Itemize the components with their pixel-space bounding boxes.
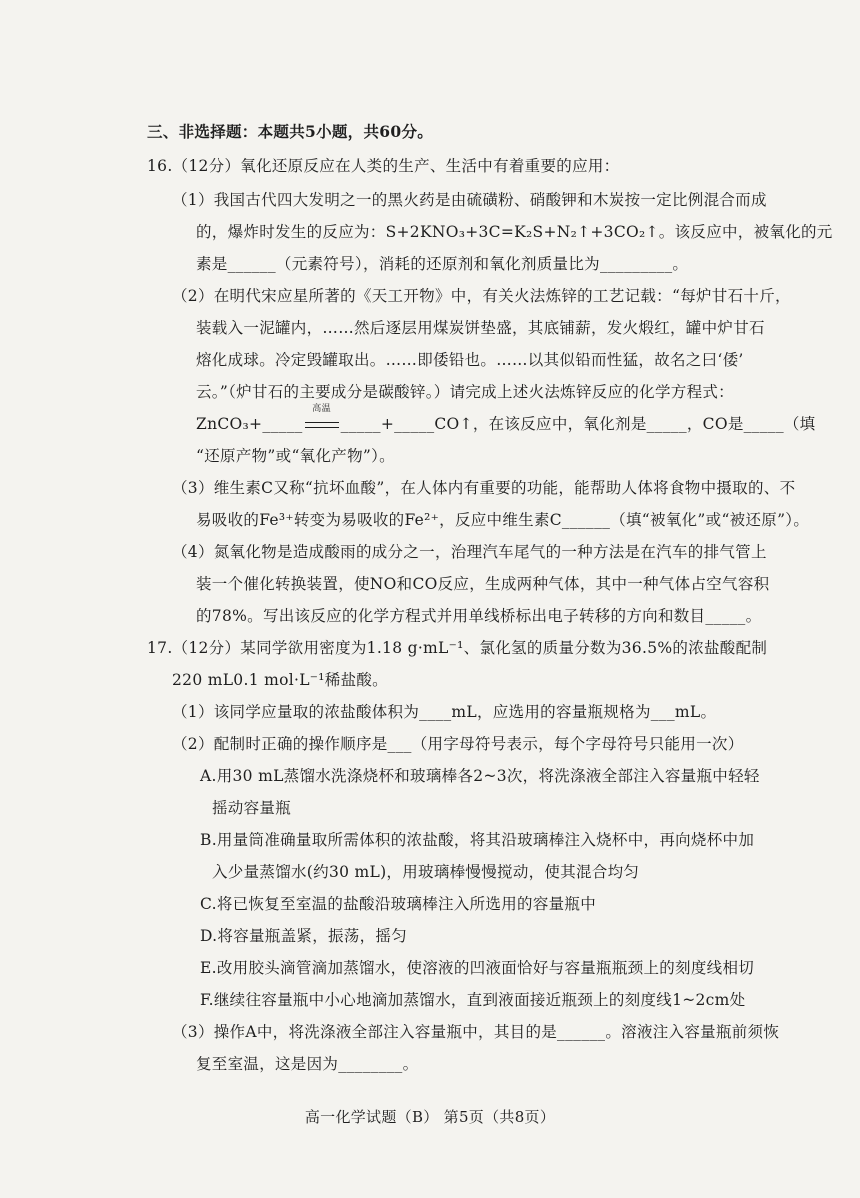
q16-part2-line1: （2）在明代宋应星所著的《天工开物》中，有关火法炼锌的工艺记载：“每炉甘石十斤， — [172, 287, 791, 305]
q17-option-c: C.将已恢复至室温的盐酸沿玻璃棒注入所选用的容量瓶中 — [200, 895, 597, 913]
equation-left: ZnCO₃+_____ — [196, 415, 303, 433]
q17-option-a-line1: A.用30 mL蒸馏水洗涤烧杯和玻璃棒各2~3次，将洗涤液全部注入容量瓶中轻轻 — [200, 767, 760, 785]
q17-option-f: F.继续往容量瓶中小心地滴加蒸馏水，直到液面接近瓶颈上的刻度线1~2cm处 — [200, 991, 746, 1009]
q16-part2-equation — [196, 404, 816, 435]
q17-stem-line1: 17.（12分）某同学欲用密度为1.18 g·mL⁻¹、氯化氢的质量分数为36.5%的浓盐酸配制 — [147, 639, 768, 657]
q17-part3-line2: 复至室温，这是因为________。 — [196, 1055, 419, 1073]
q16-part1-line2: 的，爆炸时发生的反应为：S+2KNO₃+3C=K₂S+N₂↑+3CO₂↑。该反应中，被氧化的元 — [196, 223, 833, 241]
q17-option-a-line2: 摇动容量瓶 — [212, 799, 292, 817]
q16-part3-line2: 易吸收的Fe³⁺转变为易吸收的Fe²⁺，反应中维生素C______（填“被氧化”或“被还原”）。 — [196, 511, 810, 529]
q17-stem-line2: 220 mL0.1 mol·L⁻¹稀盐酸。 — [172, 671, 388, 689]
q16-part1-line3: 素是______（元素符号），消耗的还原剂和氧化剂质量比为_________。 — [196, 255, 689, 273]
q16-part4-line1: （4）氮氧化物是造成酸雨的成分之一，治理汽车尾气的一种方法是在汽车的排气管上 — [172, 543, 767, 561]
q16-part3-line1: （3）维生素C又称“抗坏血酸”，在人体内有重要的功能，能帮助人体将食物中摄取的、不 — [172, 479, 796, 497]
page-footer: 高一化学试题（B） 第5页（共8页） — [304, 1108, 556, 1126]
q16-part2-line4: 云。”（炉甘石的主要成分是碳酸锌。）请完成上述火法炼锌反应的化学方程式： — [196, 383, 734, 401]
condition-label: 高温 — [312, 404, 331, 414]
q17-part3-line1: （3）操作A中，将洗涤液全部注入容量瓶中，其目的是______。溶液注入容量瓶前须恢 — [172, 1023, 780, 1041]
q17-option-d: D.将容量瓶盖紧，振荡，摇匀 — [200, 927, 408, 945]
equals-sign — [305, 422, 339, 428]
equation-right: _____+_____CO↑，在该反应中，氧化剂是_____，CO是_____（填 — [340, 415, 816, 433]
q17-part2: （2）配制时正确的操作顺序是___（用字母符号表示，每个字母符号只能用一次） — [172, 735, 744, 753]
q16-part2-line6: “还原产物”或“氧化产物”）。 — [196, 447, 395, 465]
q17-option-b-line1: B.用量筒准确量取所需体积的浓盐酸，将其沿玻璃棒注入烧杯中，再向烧杯中加 — [200, 831, 755, 849]
q16-part2-line3: 熔化成球。冷定毁罐取出。……即倭铅也。……以其似铅而性猛，故名之曰‘倭’ — [196, 351, 744, 369]
q17-option-e: E.改用胶头滴管滴加蒸馏水，使溶液的凹液面恰好与容量瓶瓶颈上的刻度线相切 — [200, 959, 755, 977]
section-header: 三、非选择题：本题共5小题，共60分。 — [147, 122, 434, 141]
q16-part1-line1: （1）我国古代四大发明之一的黑火药是由硫磺粉、硝酸钾和木炭按一定比例混合而成 — [172, 191, 767, 209]
q17-part1: （1）该同学应量取的浓盐酸体积为____mL，应选用的容量瓶规格为___mL。 — [172, 703, 717, 721]
q16-part2-line2: 装载入一泥罐内，……然后逐层用煤炭饼垫盛，其底铺薪，发火煅红，罐中炉甘石 — [196, 319, 765, 337]
q16-part4-line2: 装一个催化转换装置，使NO和CO反应，生成两种气体，其中一种气体占空气容积 — [196, 575, 770, 593]
q16-stem: 16.（12分）氧化还原反应在人类的生产、生活中有着重要的应用： — [147, 157, 620, 175]
reaction-condition — [303, 404, 341, 435]
q17-option-b-line2: 入少量蒸馏水(约30 mL)，用玻璃棒慢慢搅动，使其混合均匀 — [212, 863, 640, 881]
q16-part4-line3: 的78%。写出该反应的化学方程式并用单线桥标出电子转移的方向和数目_____。 — [196, 607, 762, 625]
